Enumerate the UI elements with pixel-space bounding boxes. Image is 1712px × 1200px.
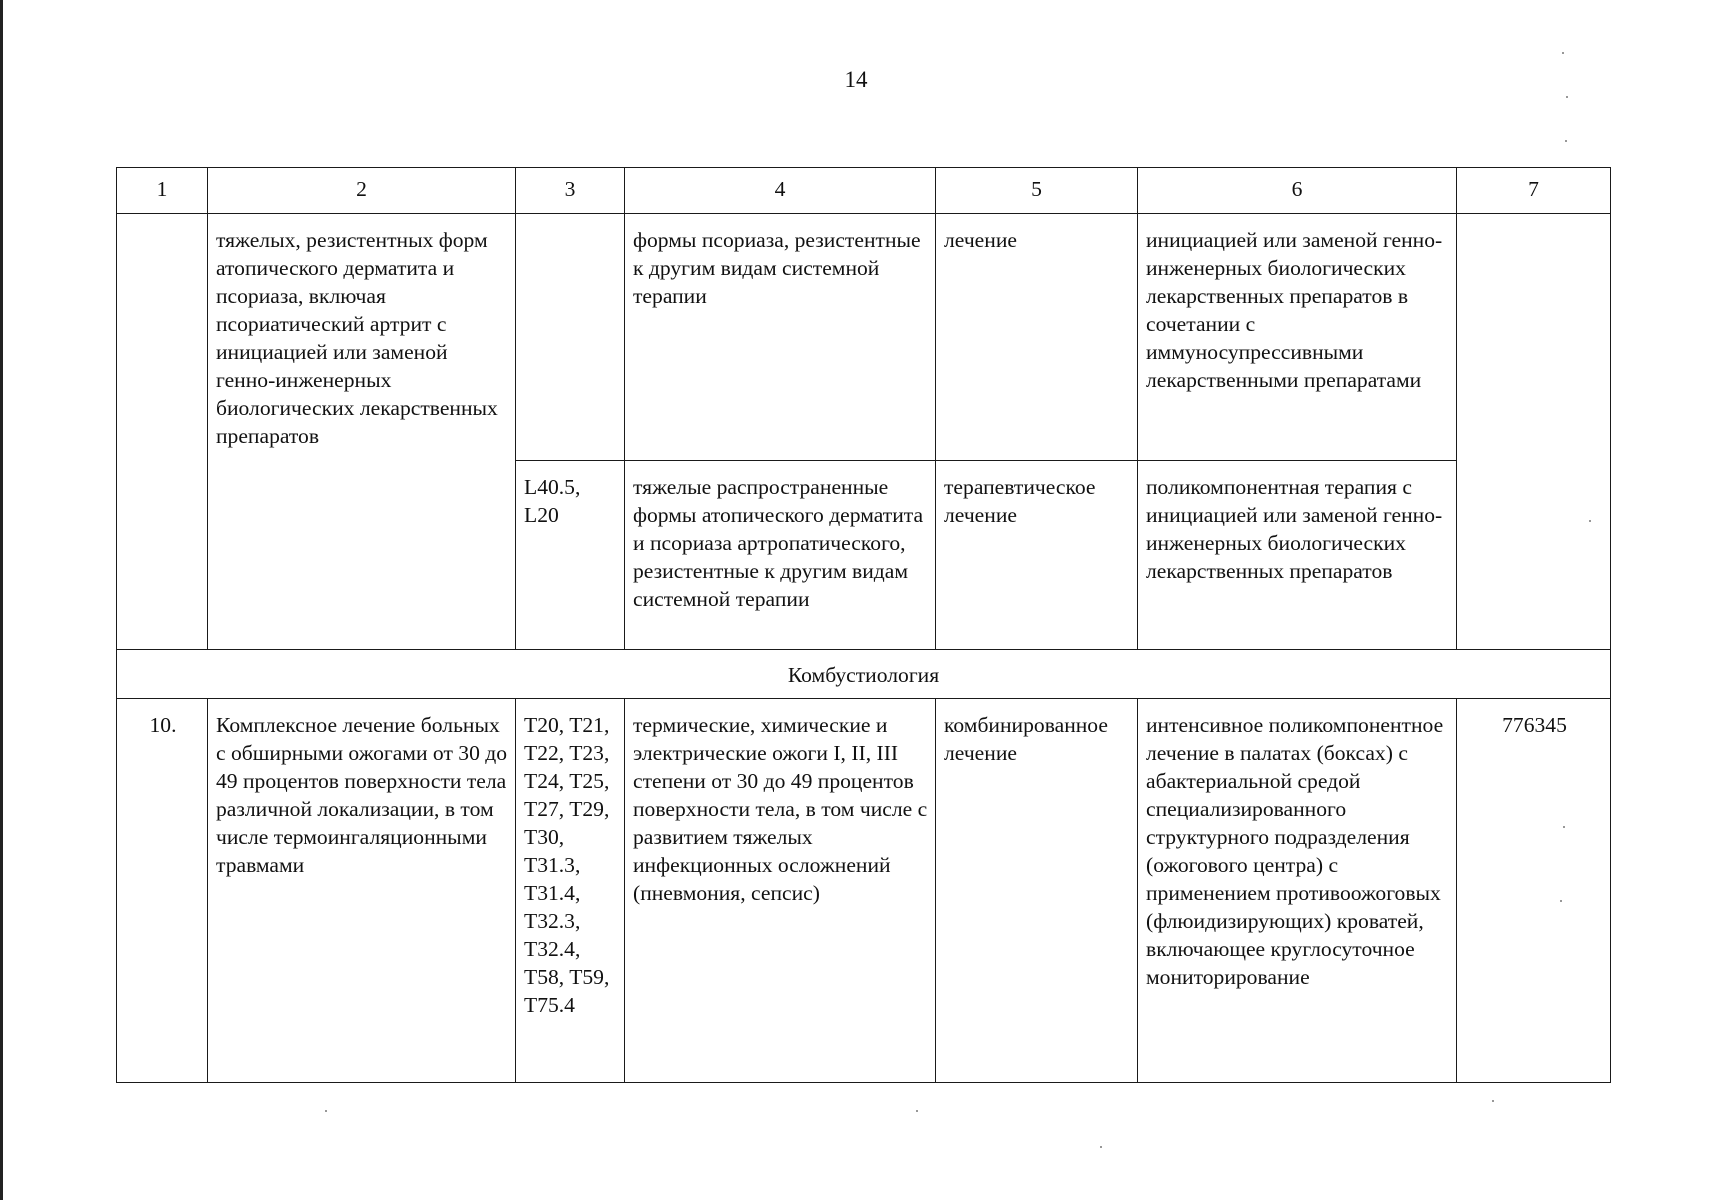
header-row: [117, 168, 1611, 214]
header-cell-2: 2: [208, 168, 516, 214]
block1-b-codes: L40.5, L20: [516, 461, 625, 650]
row10-model: термические, химические и электрические ожоги I, II, III степени от 30 до 49 процентов поверхности тела, в том числе с развитием тяжелых инфекционных осложнений (пневмония, сепсис): [625, 699, 936, 1083]
scan-speck: [1492, 1100, 1494, 1102]
row10-codes: T20, T21, T22, T23, T24, T25, T27, T29, T30, T31.3, T31.4, T32.3, T32.4, T58, T59, T75.4: [516, 699, 625, 1083]
scan-speck: [1100, 1146, 1102, 1148]
block1-a-treatment-type: лечение: [936, 214, 1138, 461]
block1-service-name: тяжелых, резистентных форм атопического дерматита и псориаза, включая псориатический артрит с инициацией или заменой генно-инженерных биологических лекарственных препаратов: [208, 214, 516, 650]
page-number: 14: [844, 67, 868, 92]
scan-speck: [1566, 96, 1568, 98]
row10-cost: 776345: [1457, 699, 1611, 1083]
header-cell-7: 7: [1457, 168, 1611, 214]
header-cell-5: 5: [936, 168, 1138, 214]
row10-method: интенсивное поликомпонентное лечение в палатах (боксах) с абактериальной средой специализированного структурного подразделения (ожогового центра) с применением противоожоговых (флюидизирующих) кроватей, включающее круглосуточное мониторирование: [1138, 699, 1457, 1083]
scan-speck: [1562, 52, 1564, 54]
block1-b-method: поликомпонентная терапия с инициацией или заменой генно-инженерных биологических лекарственных препаратов: [1138, 461, 1457, 650]
header-cell-3: 3: [516, 168, 625, 214]
scan-speck: [1589, 520, 1591, 522]
block1-a-model: формы псориаза, резистентные к другим видам системной терапии: [625, 214, 936, 461]
header-cell-1: 1: [117, 168, 208, 214]
block1-a-method: инициацией или заменой генно-инженерных биологических лекарственных препаратов в сочетании с иммуносупрессивными лекарственными препаратами: [1138, 214, 1457, 461]
block1-num-cell: [117, 214, 208, 650]
row10-treatment-type: комбинированное лечение: [936, 699, 1138, 1083]
header-cell-6: 6: [1138, 168, 1457, 214]
scan-speck: [1565, 140, 1567, 142]
header-cell-4: 4: [625, 168, 936, 214]
block1-cost-cell: [1457, 214, 1611, 650]
section-row: [117, 650, 1611, 699]
row10-number: 10.: [117, 699, 208, 1083]
scan-speck: [325, 1110, 327, 1112]
block1-a-codes: [516, 214, 625, 461]
section-title: Комбустиология: [117, 650, 1611, 699]
block1-b-treatment-type: терапевтическое лечение: [936, 461, 1138, 650]
block1-b-model: тяжелые распространенные формы атопического дерматита и псориаза артропатического, резистентные к другим видам системной терапии: [625, 461, 936, 650]
page-edge-line: [0, 0, 3, 1200]
services-table: [116, 167, 1611, 1083]
scan-speck: [1560, 900, 1562, 902]
row10-service-name: Комплексное лечение больных с обширными ожогами от 30 до 49 процентов поверхности тела различной локализации, в том числе термоингаляционными травмами: [208, 699, 516, 1083]
scan-speck: [1563, 826, 1565, 828]
table-row: [117, 699, 1611, 1083]
table-row: [117, 214, 1611, 461]
scan-speck: [916, 1110, 918, 1112]
